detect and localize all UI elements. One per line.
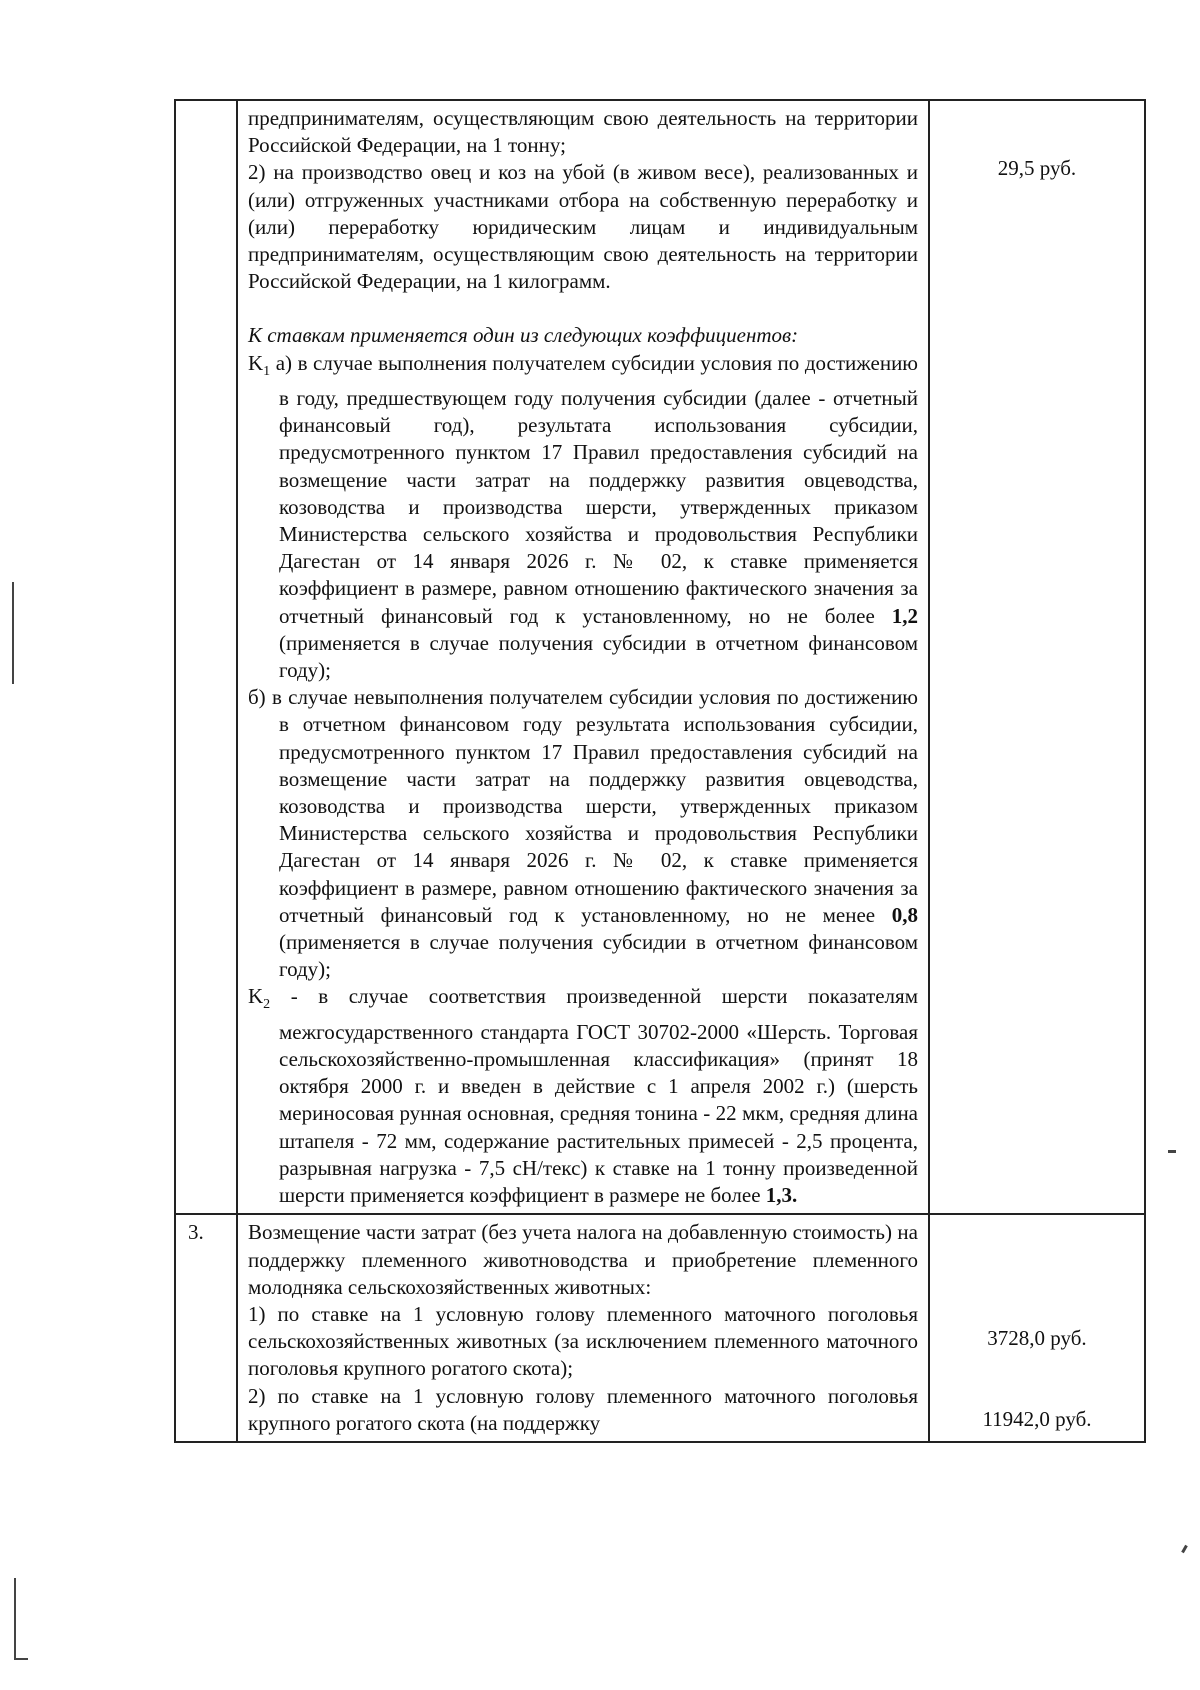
k1-max-value: 1,2	[891, 603, 918, 628]
rates-table	[174, 99, 1146, 1443]
table-row-3	[175, 1214, 1145, 1442]
row-description-cell	[237, 100, 929, 1214]
scan-artifact-tick-bottom	[14, 1658, 28, 1660]
coefficient-k2: $K_2$ - в случае соответствия произведенной шерсти показателям межгосударственного стандарта ГОСТ 30702-2000 «Шерсть. Торговая сельскохозяйственно-промышленная классификация» (принят 18 октября 2000 г. и введен в действие с 1 апреля 2002 г.) (шерсть мериносовая рунная основная, средняя тонина - 22 мкм, средняя длина штапеля - 72 мм, содержание растительных примесей - 2,5 процента, разрывная нагрузка - 7,5 сН/текс) к ставке на 1 тонну произведенной шерсти применяется коэффициент в размере не более 1,3.	[248, 984, 918, 1208]
coefficients-heading: К ставкам применяется один из следующих коэффициентов:	[248, 323, 799, 348]
row-rate-cell	[929, 1214, 1145, 1442]
k2-max-value: 1,3	[765, 1183, 793, 1208]
row-number: 3.	[188, 1220, 204, 1245]
k1-min-value: 0,8	[891, 902, 919, 927]
row-3-item-1: 1) по ставке на 1 условную голову племенного маточного поголовья сельскохозяйственных животных (за исключением племенного маточного поголовья крупного рогатого скота);	[248, 1301, 918, 1381]
continued-paragraph: предпринимателям, осуществляющим свою деятельность на территории Российской Федерации, на 1 тонну;	[248, 106, 918, 158]
item-2-sheep-goats: 2) на производство овец и коз на убой (в живом весе), реализованных и (или) отгруженных участниками отбора на собственную переработку и (или) переработку юридическим лицам и индивидуальным предпринимателям, осуществляющим свою деятельность на территории Российской Федерации, на 1 килограмм.	[248, 160, 918, 294]
row-number-cell-empty	[175, 100, 237, 1214]
scan-artifact-line-left	[12, 582, 14, 684]
rate-sheep-goats: 29,5 руб.	[997, 156, 1077, 180]
row-3-intro: Возмещение части затрат (без учета налога на добавленную стоимость) на поддержку племенного животноводства и приобретение племенного молодняка сельскохозяйственных животных:	[248, 1220, 918, 1299]
table-row-continued	[175, 100, 1145, 1214]
row-3-item-2: 2) по ставке на 1 условную голову племенного маточного поголовья крупного рогатого скота (на поддержку	[248, 1383, 918, 1435]
scan-artifact-dot-right-bottom	[1181, 1545, 1188, 1553]
coefficient-k1-a: $K_1$ а) в случае выполнения получателем субсидии условия по достижению в году, предшествующем году получения субсидии (далее - отчетный финансовый год), результата использования субсидии, предусмотренного пунктом 17 Правил предоставления субсидий на возмещение части затрат на поддержку развития овцеводства, козоводства и производства шерсти, утвержденных приказом Министерства сельского хозяйства и продовольствия Республики Дагестан от 14 января 2026 г. № 02, к ставке применяется коэффициент в размере, равном отношению фактического значения за отчетный финансовый год к установленному, но не более 1,2 (применяется в случае получения субсидии в отчетном финансовом году);	[248, 350, 918, 683]
coefficient-k1-b: б) в случае невыполнения получателем субсидии условия по достижению в отчетном финансовом году результата использования субсидии, предусмотренного пунктом 17 Правил предоставления субсидий на возмещение части затрат на поддержку развития овцеводства, козоводства и производства шерсти, утвержденных приказом Министерства сельского хозяйства и продовольствия Республики Дагестан от 14 января 2026 г. № 02, к ставке применяется коэффициент в размере, равном отношению фактического значения за отчетный финансовый год к установленному, но не менее 0,8 (применяется в случае получения субсидии в отчетном финансовом году);	[248, 685, 919, 982]
row-description-cell	[237, 1214, 929, 1442]
rate-breeding-cattle: 11942,0 руб.	[982, 1407, 1092, 1432]
scan-artifact-dot-right	[1168, 1150, 1176, 1153]
row-rate-cell	[929, 100, 1145, 1214]
scan-artifact-line-left-bottom	[14, 1578, 16, 1660]
row-number-cell	[175, 1214, 237, 1442]
rate-breeding-livestock: 3728,0 руб.	[987, 1326, 1087, 1351]
